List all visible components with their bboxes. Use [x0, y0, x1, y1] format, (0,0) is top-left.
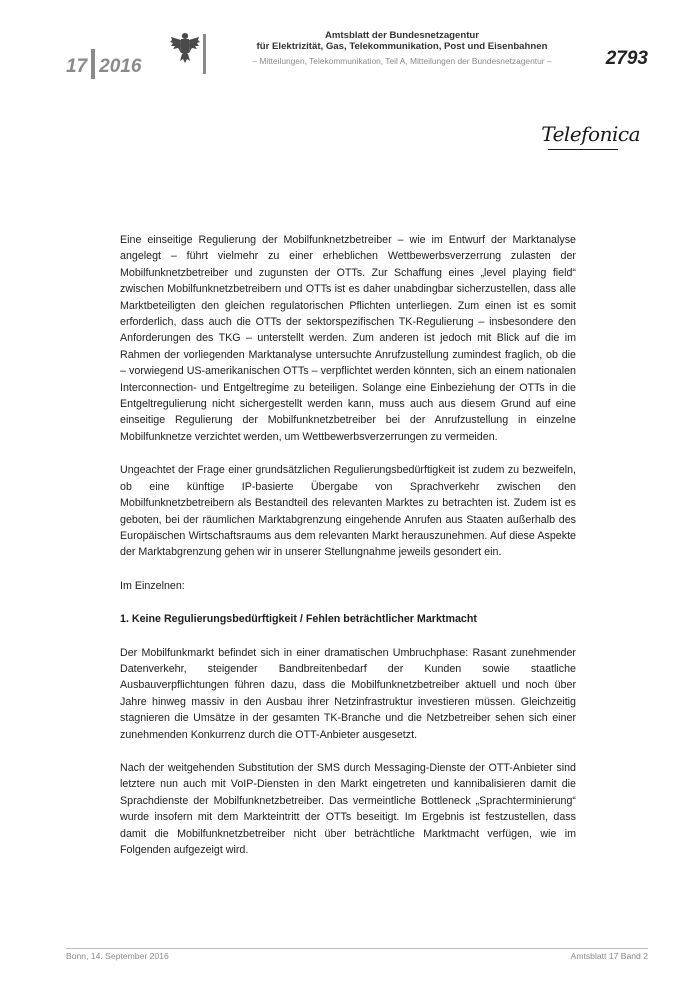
page-number: 2793 — [605, 48, 648, 69]
gazette-subtitle: – Mitteilungen, Telekommunikation, Teil A, Mitteilungen der Bundesnetzagentur – — [252, 56, 552, 66]
footer-divider — [66, 948, 648, 949]
footer-date: Bonn, 14. September 2016 — [66, 951, 169, 961]
header-divider — [203, 34, 206, 74]
issue-year: 2016 — [99, 56, 142, 77]
logo-underline — [548, 149, 618, 150]
footer-volume: Amtsblatt 17 Band 2 — [570, 951, 648, 961]
paragraph-regulation: Eine einseitige Regulierung der Mobilfunknetzbetreiber – wie im Entwurf der Marktanalyse angelegt – führt vielmehr zu einer erheblichen Wettbewerbsverzerrung zulasten der Mobilfunknetzbetreiber und zugunsten der OTTs. Zur Schaffung eines „level playing field“ zwischen Mobilfunknetzbetreibern und OTTs ist es daher unabdingbar sicherzustellen, dass alle Marktbeteiligten den gleichen regulatorischen Pflichten unterliegen. Zum einen ist es somit erforderlich, dass auch die OTTs der sektorspezifischen TK-Regulierung – insbesondere den Anforderungen des TKG – unterstellt werden. Zum anderen ist jedoch mit Blick auf die im Rahmen der vorliegenden Marktanalyse untersuchte Anrufzustellung zumindest fraglich, ob die – vorwiegend US-amerikanischen OTTs – verpflichtet werden könnten, sich an einem nationalen Interconnection- und Entgeltregime zu beteiligen. Solange eine Einbeziehung der OTTs in die Entgeltregulierung nicht sichergestellt werden kann, muss auch aus diesem Grund auf eine einseitige Regulierung der Mobilfunknetzbetreiber bei der Anrufzustellung in einzelne Mobilfunknetze verzichtet werden, um Wettbewerbsverzerrungen zu vermeiden. — [120, 234, 576, 443]
issue-label — [66, 49, 141, 79]
paragraph-market-definition: Ungeachtet der Frage einer grundsätzlichen Regulierungsbedürftigkeit ist zudem zu bezweifeln, ob eine künftige IP-basierte Übergabe von Sprachverkehr zwischen den Mobilfunknetzbetreibern als Bestandteil des relevanten Marktes zu betrachten ist. Zudem ist es geboten, bei der räumlichen Marktabgrenzung eingehende Anrufen aus Staaten außerhalb des Europäischen Wirtschaftsraums aus dem relevanten Markt herauszunehmen. Auf diese Aspekte der Marktabgrenzung gehen wir in unserer Stellungnahme jeweils gesondert ein. — [120, 464, 576, 559]
issue-divider — [91, 49, 95, 79]
issue-number: 17 — [66, 56, 88, 77]
federal-eagle-icon — [170, 30, 200, 64]
paragraph-mobile-market: Der Mobilfunkmarkt befindet sich in einer dramatischen Umbruchphase: Rasant zunehmender Datenverkehr, steigender Bandbreitenbedarf der Kunden sowie staatliche Ausbauverpflichtungen führen dazu, dass die Mobilfunknetzbetreiber aktuell und noch über Jahre hinweg massiv in den Ausbau ihrer Netzinfrastruktur investieren müssen. Gleichzeitig stagnieren die Umsätze in der gesamten TK-Branche und die Netzbetreiber sehen sich einer zunehmenden Konkurrenz durch die OTT-Anbieter ausgesetzt. — [120, 646, 576, 741]
paragraph-sms-substitution: Nach der weitgehenden Substitution der SMS durch Messaging-Dienste der OTT-Anbieter sind letztere nun auch mit VoIP-Diensten in den Markt eingetreten und kannibalisieren damit die Sprachdienste der Mobilfunknetzbetreiber. Das vermeintliche Bottleneck „Sprachterminierung“ wurde insofern mit dem Markteintritt der OTTs beseitigt. Im Ergebnis ist festzustellen, dass damit die Mobilfunknetzbetreiber nicht über beträchtliche Marktmacht verfügen, wie im Folgenden aufgezeigt wird. — [120, 761, 576, 856]
gazette-title-line1: Amtsblatt der Bundesnetzagentur — [324, 30, 480, 41]
telefonica-logo: Telefonica — [541, 122, 640, 146]
gazette-title — [214, 30, 590, 52]
section-heading: 1. Keine Regulierungsbedürftigkeit / Fehlen beträchtlicher Marktmacht — [120, 613, 477, 626]
paragraph-intro: Im Einzelnen: — [120, 579, 185, 592]
document-body — [120, 232, 576, 858]
gazette-title-line2: für Elektrizität, Gas, Telekommunikation, Post und Eisenbahnen — [256, 41, 548, 52]
